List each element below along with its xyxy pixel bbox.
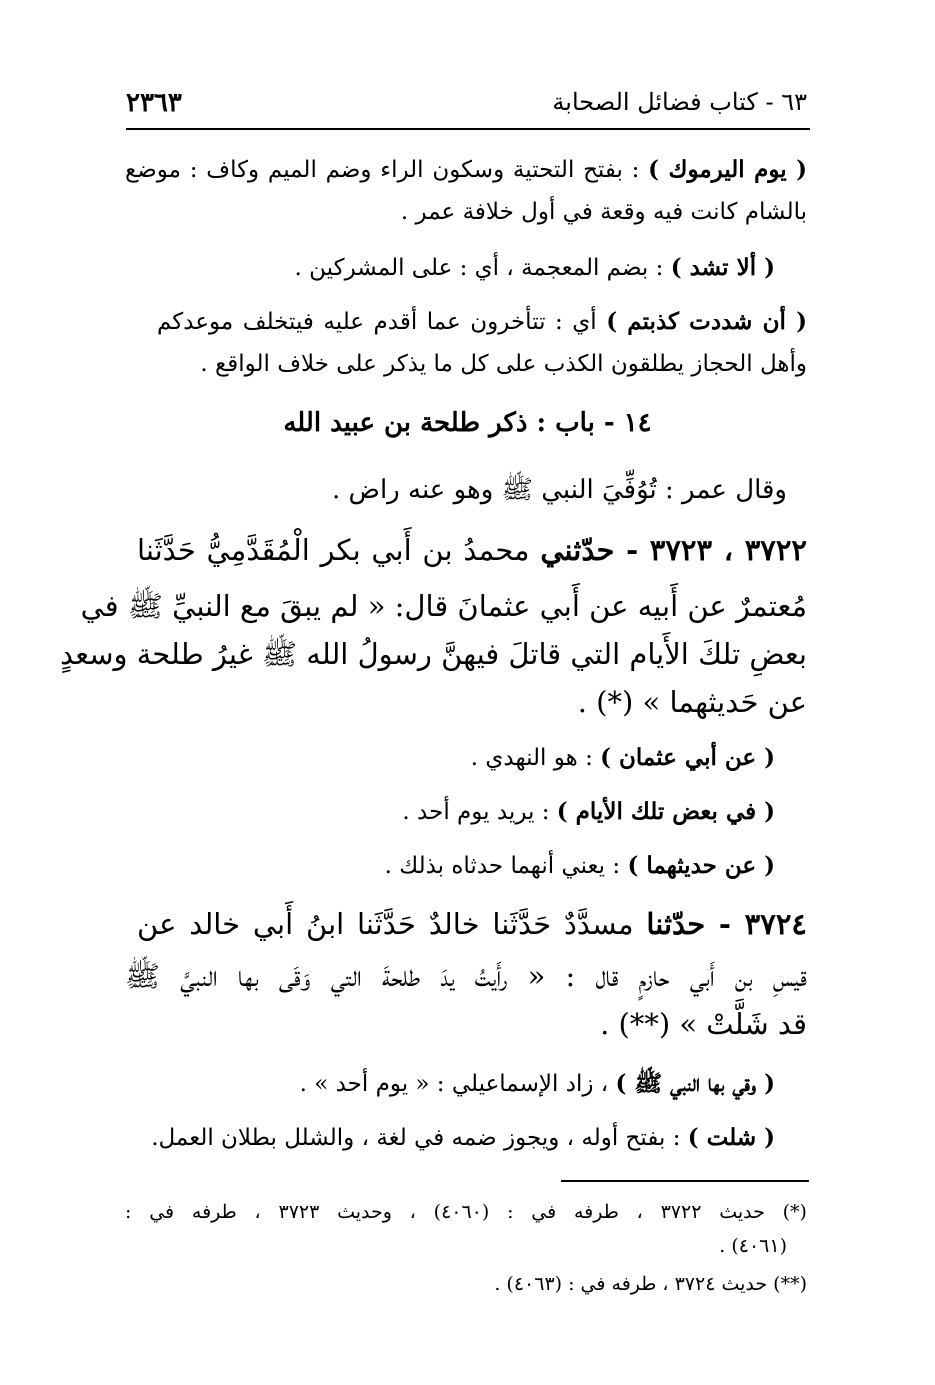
- hadith-number: ٣٧٢٤ - حدّثنا: [646, 907, 807, 941]
- explanation-text: : بضم المعجمة ، أي : على المشركين .: [294, 255, 671, 281]
- hadith-3722-line1: [137, 528, 807, 572]
- explanation-term: ( وقي بها النبي ﷺ ): [615, 1070, 775, 1097]
- hadith-3724-line3: قد شَلَّتْ » (**) .: [600, 1007, 807, 1041]
- explanation-shadadtu-line1: [157, 302, 807, 342]
- hadith-3722-line4: عن حَديثهما » (*) .: [577, 685, 807, 719]
- chapter-heading: ١٤ - باب : ذكر طلحة بن عبيد الله: [283, 408, 652, 438]
- explanation-text: ، زاد الإسماعيلي : « يوم أحد » .: [299, 1071, 616, 1097]
- explanation-term: ( شلت ): [687, 1124, 775, 1151]
- explanation-text: : بفتح التحتية وسكون الراء وضم الميم وكاف : موضع: [125, 157, 649, 183]
- explanation-waqa-biha: [93, 1064, 775, 1104]
- hadith-3722-line2: مُعتمرٌ عن أَبيه عن أَبي عثمانَ قال: « لم يبقَ مع النبيِّ ﷺ في: [80, 589, 807, 623]
- explanation-term: ( عن أبي عثمان ): [600, 744, 775, 771]
- explanation-term: ( في بعض تلك الأيام ): [556, 798, 775, 825]
- footnote-rule: [561, 1180, 809, 1182]
- explanation-abi-uthman: [93, 738, 775, 778]
- explanation-ala-tashud: [93, 248, 775, 288]
- footnote-1-line1: (*) حديث ٣٧٢٢ ، طرفه في : (٤٠٦٠) ، وحديث ٣٧٢٣ ، طرفه في :: [125, 1201, 807, 1223]
- explanation-yarmouk-line1: [125, 150, 807, 190]
- hadith-3722-line3: بعضِ تلكَ الأَيام التي قاتلَ فيهنَّ رسولُ الله ﷺ غيرُ طلحة وسعدٍ: [60, 637, 807, 671]
- explanation-term: ( أن شددت كذبتم ): [606, 308, 807, 335]
- explanation-hadithihima: [93, 846, 775, 886]
- footnote-1-line2: (٤٠٦١) .: [719, 1235, 787, 1257]
- explanation-term: ( عن حديثهما ): [627, 852, 775, 879]
- explanation-ba3d-al-ayyam: [93, 792, 775, 832]
- explanation-term: ( ألا تشد ): [670, 254, 775, 281]
- explanation-shallat: [93, 1118, 775, 1158]
- explanation-text: : بفتح أوله ، ويجوز ضمه في لغة ، والشلل بطلان العمل.: [151, 1125, 688, 1151]
- explanation-text: : هو النهدي .: [470, 745, 601, 771]
- explanation-term: ( يوم اليرموك ): [648, 156, 807, 183]
- hadith-3724-line2: قيسِ بن أَبي حازمٍ قال : « رأَيتُ يدَ طلحةَ التي وَقَى بها النبيَّ ﷺ: [125, 959, 807, 993]
- running-header-title: ٦٣ - كتاب فضائل الصحابة: [552, 88, 807, 116]
- page-number: ٢٣٦٣: [126, 88, 182, 118]
- hadith-text: مسدَّدٌ حَدَّثَنا خالدٌ حَدَّثَنا ابنُ أَبي خالد عن: [137, 907, 647, 941]
- hadith-3724-line1: [137, 902, 807, 946]
- explanation-text: : يعني أنهما حدثاه بذلك .: [384, 853, 628, 879]
- header-rule: [126, 128, 810, 130]
- hadith-number: ٣٧٢٢ ، ٣٧٢٣ - حدّثني: [540, 533, 807, 567]
- explanation-text: أي : تتأخرون عما أقدم عليه فيتخلف موعدكم: [157, 309, 607, 335]
- explanation-shadadtu-line2: وأهل الحجاز يطلقون الكذب على كل ما يذكر على خلاف الواقع .: [200, 351, 807, 377]
- intro-line: وقال عمر : تُوُفِّيَ النبي ﷺ وهو عنه راض .: [332, 475, 787, 505]
- hadith-text: محمدُ بن أَبي بكر الْمُقَدَّمِيُّ حَدَّثَنا: [137, 533, 541, 567]
- explanation-yarmouk-line2: بالشام كانت فيه وقعة في أول خلافة عمر .: [400, 199, 807, 225]
- footnote-2: (**) حديث ٣٧٢٤ ، طرفه في : (٤٠٦٣) .: [494, 1273, 807, 1295]
- explanation-text: : يريد يوم أحد .: [402, 799, 557, 825]
